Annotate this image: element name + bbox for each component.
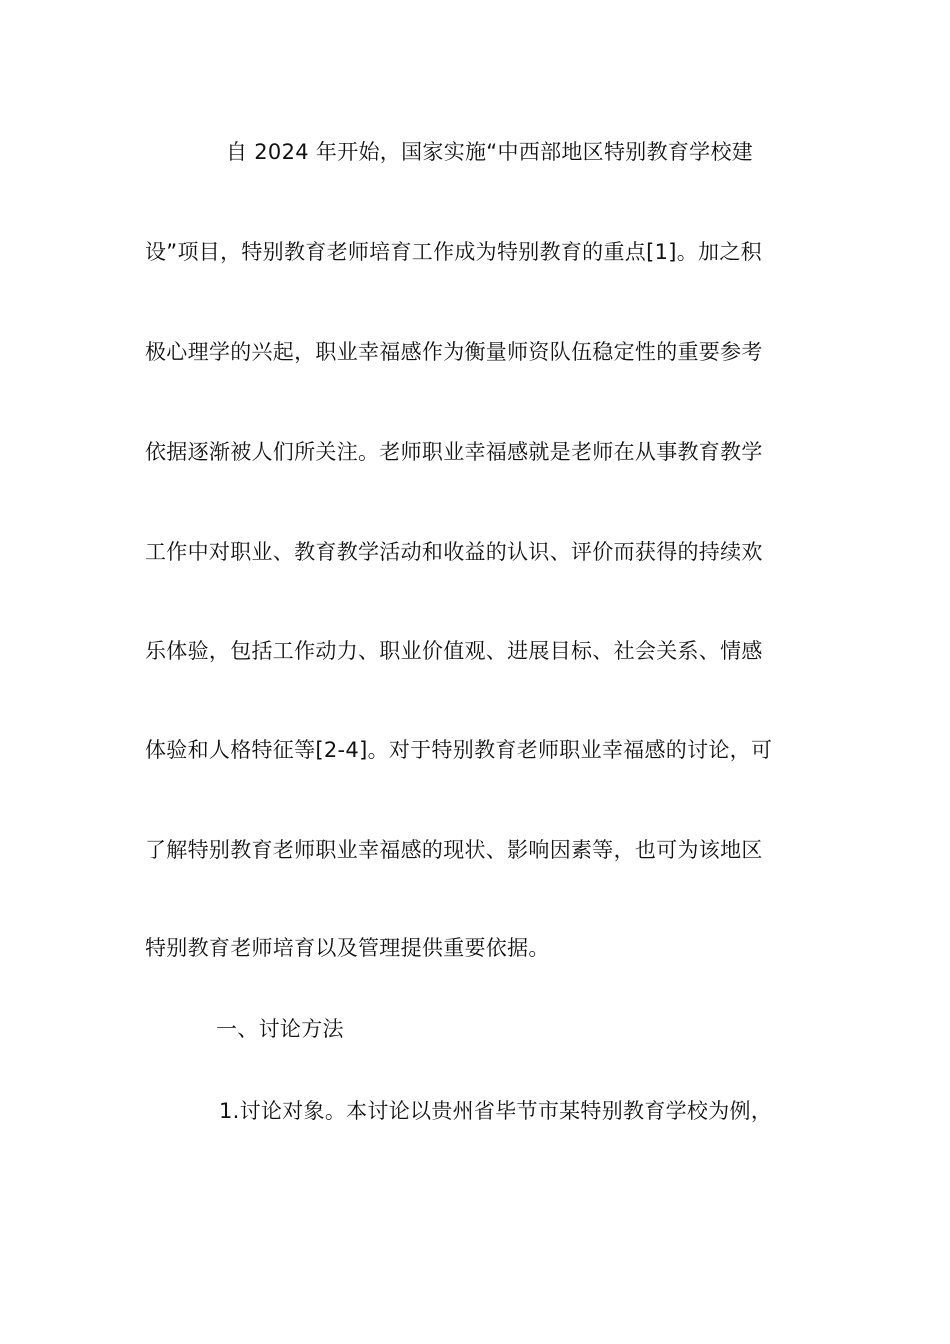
paragraph-line-7: 体验和人格特征等[2-4]。对于特别教育老师职业幸福感的讨论，可 — [145, 738, 773, 762]
paragraph-line-4: 依据逐渐被人们所关注。老师职业幸福感就是老师在从事教育教学 — [145, 440, 763, 464]
paragraph-line-3: 极心理学的兴起，职业幸福感作为衡量师资队伍稳定性的重要参考 — [145, 340, 763, 364]
paragraph-line-9: 特别教育老师培育以及管理提供重要依据。 — [145, 936, 550, 960]
paragraph-line-5: 工作中对职业、教育教学活动和收益的认识、评价而获得的持续欢 — [145, 540, 763, 564]
paragraph-line-2: 设”项目，特别教育老师培育工作成为特别教育的重点[1]。加之积 — [145, 240, 762, 264]
paragraph-line-1: 自 2024 年开始，国家实施“中西部地区特别教育学校建 — [226, 140, 754, 164]
subsection-line: 1.讨论对象。本讨论以贵州省毕节市某特别教育学校为例， — [219, 1099, 773, 1123]
paragraph-line-6: 乐体验，包括工作动力、职业价值观、进展目标、社会关系、情感 — [145, 639, 763, 663]
paragraph-line-8: 了解特别教育老师职业幸福感的现状、影响因素等，也可为该地区 — [145, 838, 763, 862]
section-heading: 一、讨论方法 — [216, 1017, 344, 1041]
